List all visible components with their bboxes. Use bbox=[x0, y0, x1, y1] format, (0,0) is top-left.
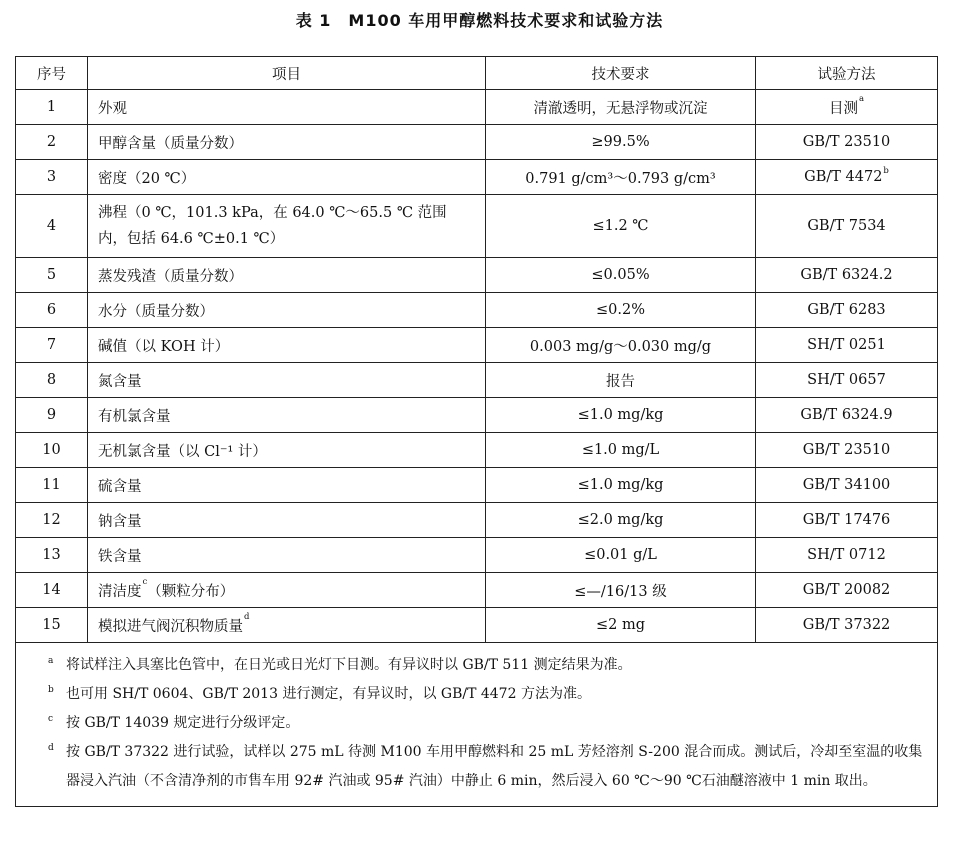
table-row bbox=[16, 538, 938, 573]
table-row bbox=[16, 125, 938, 160]
table-row bbox=[16, 258, 938, 293]
footnote-ref: a bbox=[858, 93, 865, 104]
row-item bbox=[88, 328, 486, 363]
table-row bbox=[16, 160, 938, 195]
table-row bbox=[16, 608, 938, 643]
row-method bbox=[756, 468, 938, 503]
footnote-mark: d bbox=[48, 743, 54, 753]
notes-cell bbox=[16, 643, 938, 807]
row-method bbox=[756, 328, 938, 363]
header-item: 项目 bbox=[88, 57, 486, 90]
footnote-mark: c bbox=[48, 714, 54, 724]
row-item bbox=[88, 538, 486, 573]
row-item-suffix: （颗粒分布） bbox=[147, 583, 235, 600]
row-method bbox=[756, 503, 938, 538]
row-number: 6 bbox=[16, 293, 88, 328]
row-item bbox=[88, 608, 486, 643]
row-number: 9 bbox=[16, 398, 88, 433]
row-method bbox=[756, 258, 938, 293]
row-requirement: 0.003 mg/g～0.030 mg/g bbox=[486, 328, 756, 363]
row-method-text: SH/T 0251 bbox=[807, 337, 886, 353]
row-number: 10 bbox=[16, 433, 88, 468]
row-requirement: ≥99.5% bbox=[486, 125, 756, 160]
row-item bbox=[88, 468, 486, 503]
row-item-text: 水分（质量分数） bbox=[98, 303, 214, 320]
row-item-text: 密度（20 ℃） bbox=[98, 170, 196, 187]
row-method-text: GB/T 23510 bbox=[802, 442, 891, 458]
notes-row bbox=[16, 643, 938, 807]
row-requirement: 清澈透明，无悬浮物或沉淀 bbox=[486, 90, 756, 125]
row-number: 4 bbox=[16, 195, 88, 258]
row-method-text: GB/T 4472 bbox=[804, 169, 883, 185]
row-number: 15 bbox=[16, 608, 88, 643]
row-item-text: 外观 bbox=[98, 100, 127, 117]
footnote-text: 将试样注入具塞比色管中，在日光或日光灯下目测。有异议时以 GB/T 511 测定结果为准。 bbox=[66, 657, 632, 673]
row-method-text: SH/T 0657 bbox=[807, 372, 886, 388]
table-row bbox=[16, 573, 938, 608]
row-method bbox=[756, 160, 938, 195]
row-method-text: GB/T 17476 bbox=[802, 512, 891, 528]
row-method-text: GB/T 6324.2 bbox=[800, 267, 893, 283]
table-row bbox=[16, 433, 938, 468]
footnote-ref: b bbox=[883, 166, 889, 176]
table-row bbox=[16, 90, 938, 125]
row-item bbox=[88, 258, 486, 293]
row-item bbox=[88, 195, 486, 258]
row-item-text: 甲醇含量（质量分数） bbox=[98, 135, 243, 152]
row-number: 3 bbox=[16, 160, 88, 195]
row-item-text: 清洁度 bbox=[98, 583, 142, 600]
row-number: 8 bbox=[16, 363, 88, 398]
table-title: 表 1 M100 车用甲醇燃料技术要求和试验方法 bbox=[295, 11, 664, 30]
row-method bbox=[756, 608, 938, 643]
row-method bbox=[756, 363, 938, 398]
table-header-row bbox=[16, 57, 938, 90]
row-method-text: GB/T 37322 bbox=[802, 617, 891, 633]
footnote-ref: c bbox=[142, 576, 148, 587]
row-number: 13 bbox=[16, 538, 88, 573]
footnote-text: 也可用 SH/T 0604、GB/T 2013 进行测定，有异议时，以 GB/T 4472 方法为准。 bbox=[66, 686, 591, 702]
spec-table bbox=[15, 56, 938, 807]
row-requirement: ≤2 mg bbox=[486, 608, 756, 643]
row-requirement: 报告 bbox=[486, 363, 756, 398]
row-requirement: ≤1.0 mg/kg bbox=[486, 468, 756, 503]
row-requirement: ≤2.0 mg/kg bbox=[486, 503, 756, 538]
row-method bbox=[756, 125, 938, 160]
footnote bbox=[44, 680, 927, 709]
table-row bbox=[16, 503, 938, 538]
row-number: 5 bbox=[16, 258, 88, 293]
table-row bbox=[16, 363, 938, 398]
row-method-text: GB/T 23510 bbox=[802, 134, 891, 150]
row-method bbox=[756, 398, 938, 433]
row-item-text: 模拟进气阀沉积物质量 bbox=[98, 618, 243, 635]
row-item bbox=[88, 160, 486, 195]
row-item bbox=[88, 398, 486, 433]
footnote-mark: b bbox=[48, 685, 54, 695]
row-number: 11 bbox=[16, 468, 88, 503]
row-requirement: ≤0.2% bbox=[486, 293, 756, 328]
row-number: 1 bbox=[16, 90, 88, 125]
footnote bbox=[44, 738, 927, 796]
row-method-text: GB/T 6283 bbox=[807, 302, 886, 318]
footnote-mark: a bbox=[48, 656, 54, 666]
row-item bbox=[88, 90, 486, 125]
row-item bbox=[88, 433, 486, 468]
row-method bbox=[756, 195, 938, 258]
row-item-text: 有机氯含量 bbox=[98, 408, 171, 425]
row-requirement: ≤0.01 g/L bbox=[486, 538, 756, 573]
row-number: 7 bbox=[16, 328, 88, 363]
footnote-text: 按 GB/T 37322 进行试验，试样以 275 mL 待测 M100 车用甲醇燃料和 25 mL 芳烃溶剂 S-200 混合而成。测试后，冷却至室温的收集器浸入汽油（不含清净剂的市售车用 92# 汽油或 95# 汽油）中静止 6 min，然后浸入 60 ℃～90 ℃石油醚溶液中 1 min 取出。 bbox=[66, 744, 923, 789]
row-requirement: ≤0.05% bbox=[486, 258, 756, 293]
row-item-text: 碱值（以 KOH 计） bbox=[98, 338, 230, 355]
row-method bbox=[756, 293, 938, 328]
row-method-text: SH/T 0712 bbox=[807, 547, 886, 563]
footnote bbox=[44, 651, 927, 680]
header-method: 试验方法 bbox=[756, 57, 938, 90]
row-requirement: ≤1.2 ℃ bbox=[486, 195, 756, 258]
row-method bbox=[756, 538, 938, 573]
footnote-ref: d bbox=[244, 611, 250, 622]
row-number: 2 bbox=[16, 125, 88, 160]
table-row bbox=[16, 328, 938, 363]
table-row bbox=[16, 398, 938, 433]
table-row bbox=[16, 195, 938, 258]
row-item-text: 硫含量 bbox=[98, 478, 142, 495]
row-item bbox=[88, 573, 486, 608]
table-row bbox=[16, 293, 938, 328]
row-item-text: 氮含量 bbox=[98, 373, 142, 390]
row-method bbox=[756, 90, 938, 125]
row-requirement: ≤1.0 mg/kg bbox=[486, 398, 756, 433]
row-item bbox=[88, 363, 486, 398]
row-item bbox=[88, 125, 486, 160]
row-item-text: 沸程（0 ℃，101.3 kPa，在 64.0 ℃～65.5 ℃ 范围内，包括 64.6 ℃±0.1 ℃） bbox=[98, 205, 447, 247]
footnote-text: 按 GB/T 14039 规定进行分级评定。 bbox=[66, 715, 300, 731]
table-row bbox=[16, 468, 938, 503]
row-method bbox=[756, 433, 938, 468]
row-item bbox=[88, 503, 486, 538]
row-item-text: 蒸发残渣（质量分数） bbox=[98, 268, 243, 285]
row-item bbox=[88, 293, 486, 328]
row-number: 14 bbox=[16, 573, 88, 608]
row-method-text: GB/T 7534 bbox=[807, 218, 886, 234]
row-requirement: 0.791 g/cm³～0.793 g/cm³ bbox=[486, 160, 756, 195]
header-requirement: 技术要求 bbox=[486, 57, 756, 90]
header-no: 序号 bbox=[16, 57, 88, 90]
row-method-text: GB/T 34100 bbox=[802, 477, 891, 493]
row-item-text: 钠含量 bbox=[98, 513, 142, 530]
row-method bbox=[756, 573, 938, 608]
row-method-text: GB/T 20082 bbox=[802, 582, 891, 598]
row-requirement: ≤1.0 mg/L bbox=[486, 433, 756, 468]
row-number: 12 bbox=[16, 503, 88, 538]
row-requirement: ≤—/16/13 级 bbox=[486, 573, 756, 608]
row-method-text: GB/T 6324.9 bbox=[800, 407, 893, 423]
row-item-text: 无机氯含量（以 Cl⁻¹ 计） bbox=[98, 443, 267, 460]
row-method-text: 目测 bbox=[828, 100, 858, 117]
footnote bbox=[44, 709, 927, 738]
row-item-text: 铁含量 bbox=[98, 548, 142, 565]
